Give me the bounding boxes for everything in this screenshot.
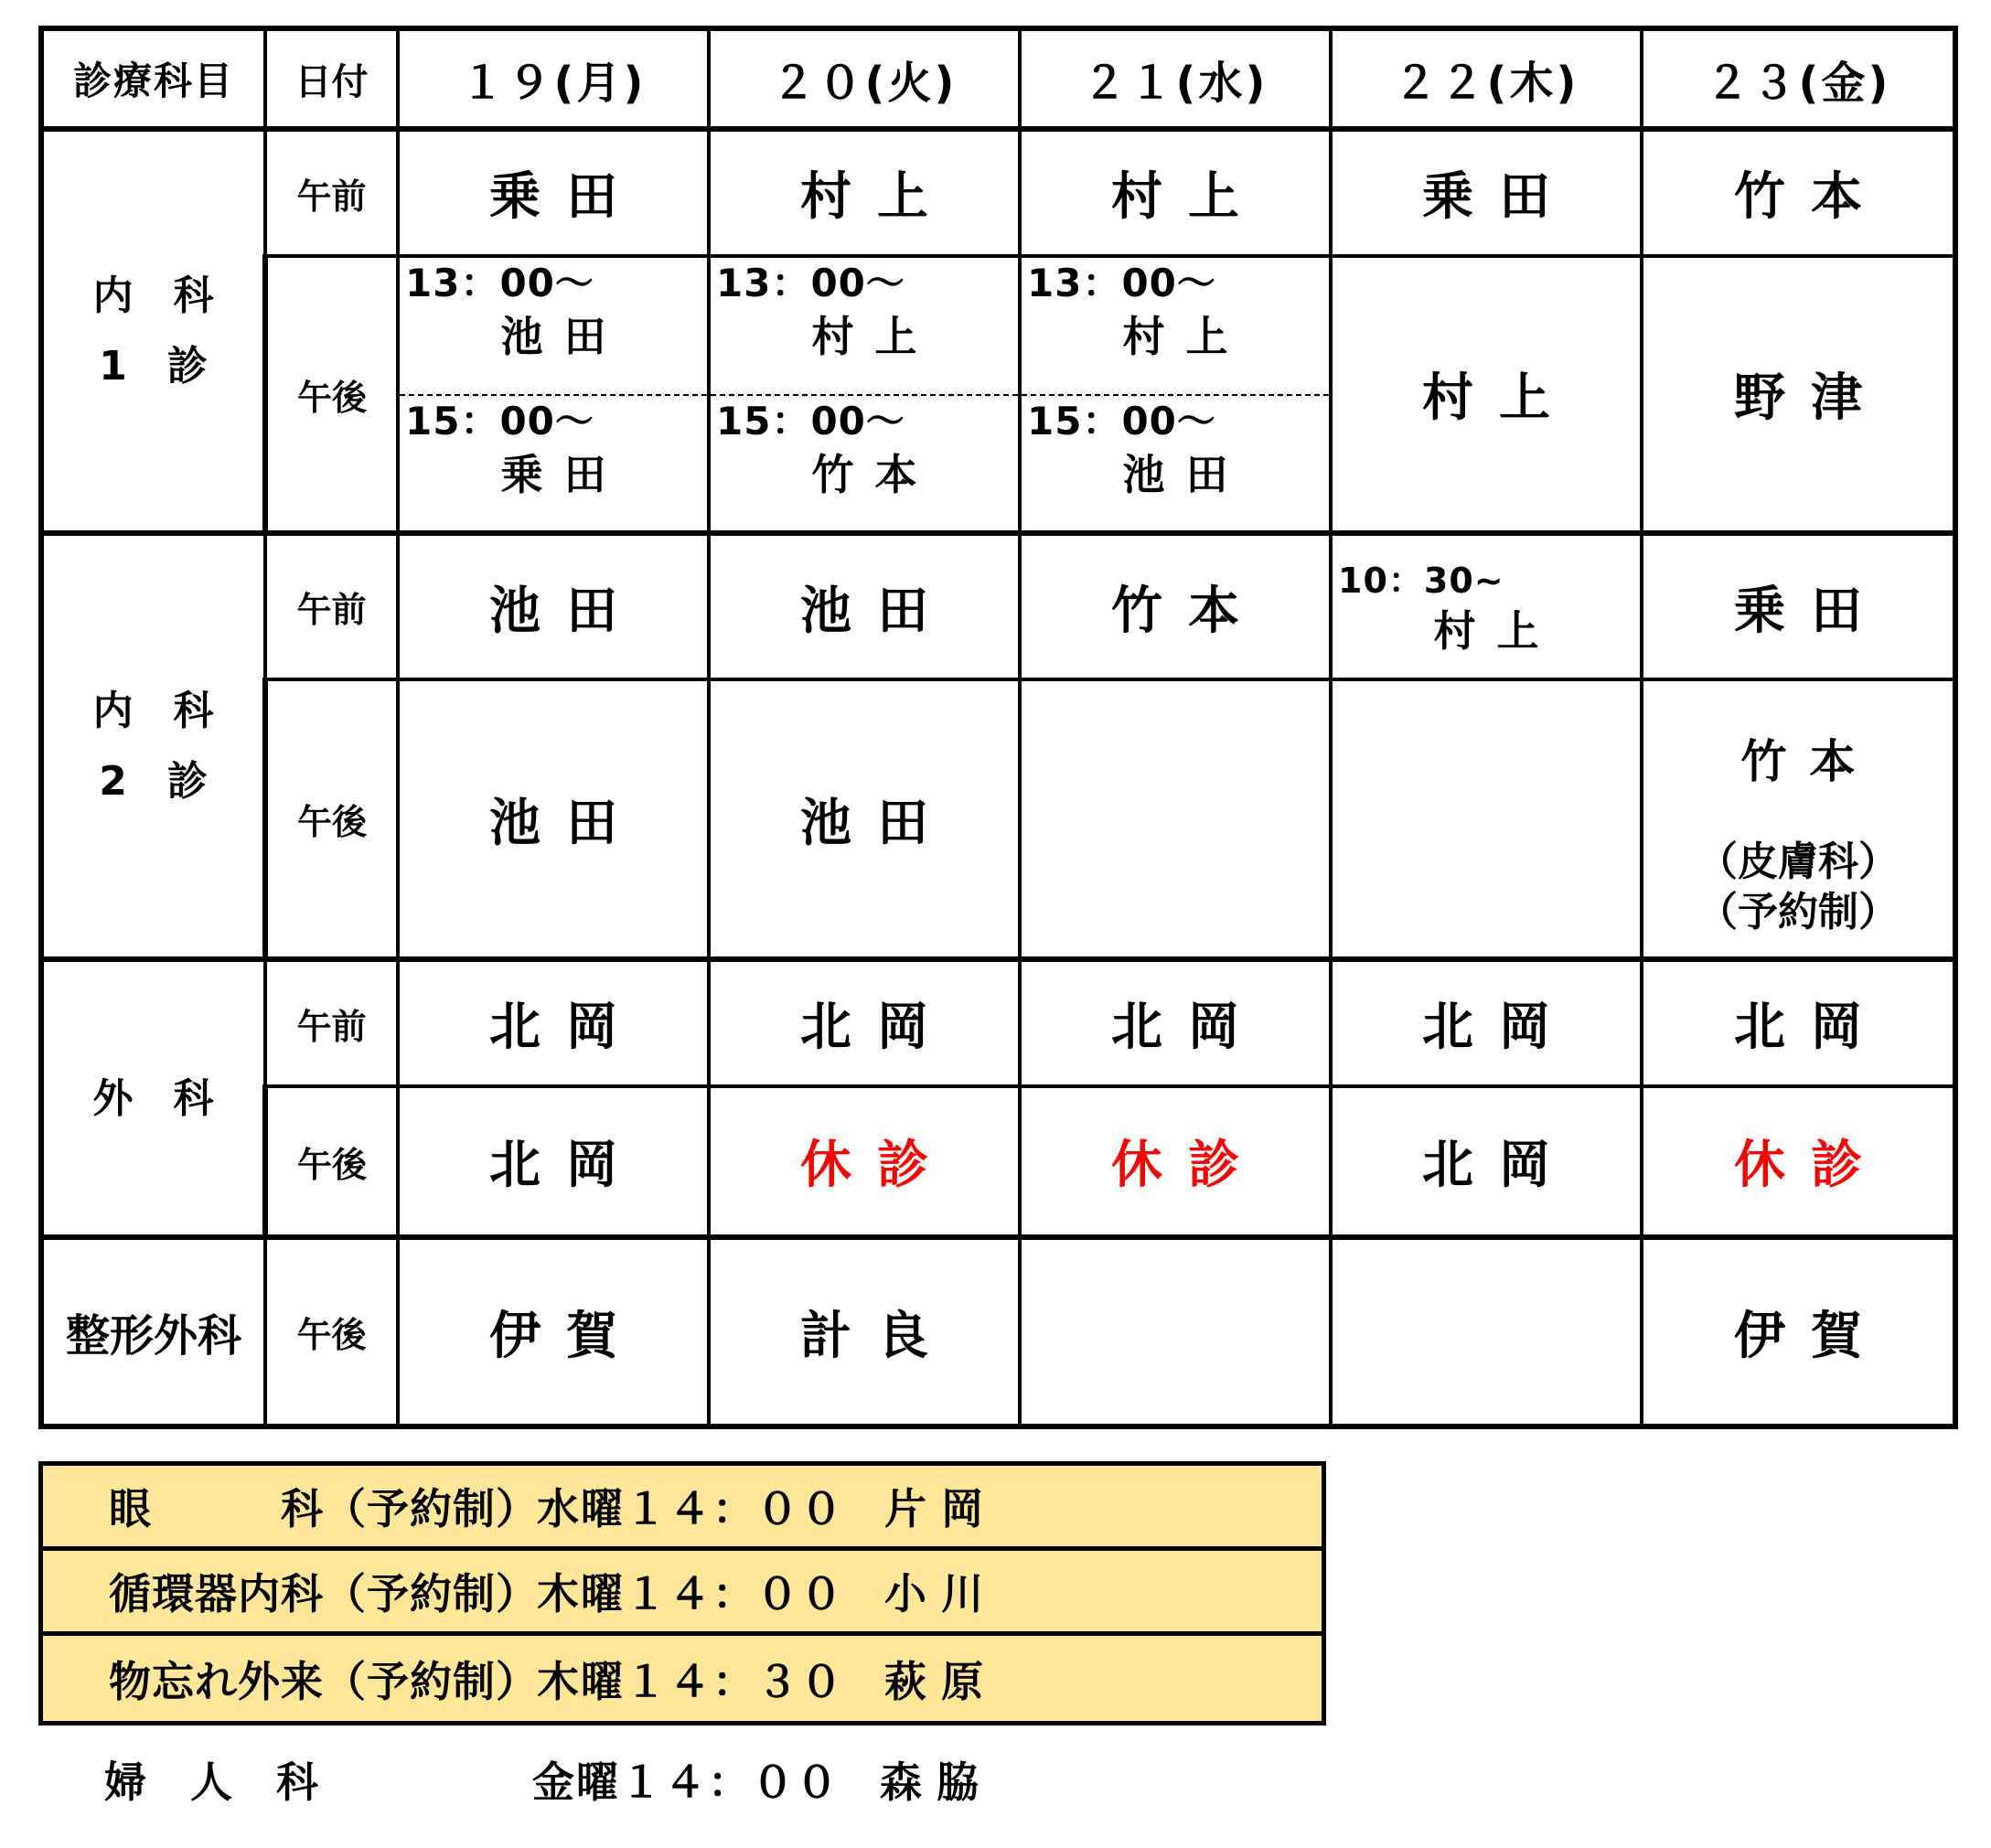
naika1-pm-period: 午後 [265, 256, 398, 533]
clinic-time: 木曜１４：３０ [537, 1656, 844, 1706]
cell-geka-pm-thu: 北岡 [1331, 1086, 1642, 1237]
clinic-doctor: 森脇 [880, 1757, 994, 1807]
slot-time: 10：30~ [1338, 560, 1504, 601]
dept-naika1-label [41, 129, 265, 533]
slot-time: 13：00～ [716, 261, 905, 305]
slot-doctor: 村上 [1122, 312, 1249, 362]
seikei-pm-period: 午後 [265, 1237, 398, 1426]
day-header-wed: ２１(水) [1020, 28, 1331, 129]
slot-1500 [1022, 394, 1329, 530]
slot-time: 15：00～ [1027, 399, 1216, 443]
corner-header-cell: 診療科目 [41, 28, 265, 129]
naika1-am-row [41, 129, 1955, 256]
geka-am-row [41, 959, 1955, 1086]
cell-naika2-pm-wed [1020, 679, 1331, 959]
cell-geka-pm-wed-closed: 休診 [1020, 1086, 1331, 1237]
special-clinic-row-gynecology [38, 1736, 1326, 1823]
clinic-dept: 物忘れ外来（予約制） [109, 1656, 539, 1706]
cell-geka-pm-mon: 北岡 [398, 1086, 709, 1237]
cell-geka-pm-tue-closed: 休診 [709, 1086, 1020, 1237]
day-header-mon: １９(月) [398, 28, 709, 129]
slot-doctor: 竹本 [811, 450, 938, 500]
cell-geka-am-wed: 北岡 [1020, 959, 1331, 1086]
clinic-time: 木曜１４：００ [537, 1569, 844, 1618]
cell-geka-am-thu: 北岡 [1331, 959, 1642, 1086]
cell-naika1-pm-wed [1020, 256, 1331, 533]
cell-geka-am-mon: 北岡 [398, 959, 709, 1086]
slot-doctor: 竹本 [1740, 734, 1879, 788]
slot-1300 [1022, 258, 1329, 394]
slot-1500 [711, 394, 1018, 530]
cell-seikei-pm-fri: 伊賀 [1642, 1237, 1955, 1426]
clinic-dept: 眼 科（予約制） [109, 1484, 539, 1533]
dermatology-note: （皮膚科） [1697, 838, 1899, 885]
cell-seikei-pm-mon: 伊賀 [398, 1237, 709, 1426]
geka-am-period: 午前 [265, 959, 398, 1086]
dept-naika2-line2: 2 診 [99, 758, 208, 805]
special-clinic-row-ophthalmology [43, 1466, 1322, 1551]
slot-1300 [400, 258, 707, 394]
cell-naika2-am-mon: 池田 [398, 533, 709, 679]
slot-time: 13：00～ [1027, 261, 1216, 305]
clinic-doctor: 片岡 [884, 1484, 999, 1533]
clinic-dept: 婦 人 科 [104, 1757, 319, 1807]
cell-seikei-pm-wed [1020, 1237, 1331, 1426]
day-header-fri: ２３(金) [1642, 28, 1955, 129]
slot-doctor: 村上 [1433, 606, 1560, 657]
slot-1500 [400, 394, 707, 530]
naika2-am-period: 午前 [265, 533, 398, 679]
clinic-doctor: 萩原 [884, 1656, 999, 1706]
cell-naika1-am-thu: 乗田 [1331, 129, 1642, 256]
naika1-am-period: 午前 [265, 129, 398, 256]
geka-pm-period: 午後 [265, 1086, 398, 1237]
clinic-schedule-table [38, 26, 1958, 1429]
special-clinics-box [38, 1461, 1326, 1725]
naika2-pm-period: 午後 [265, 679, 398, 959]
cell-naika1-am-mon: 乗田 [398, 129, 709, 256]
cell-naika1-pm-thu: 村上 [1331, 256, 1642, 533]
dept-naika2-line1: 内 科 [92, 688, 214, 734]
cell-naika1-pm-fri: 野津 [1642, 256, 1955, 533]
dept-naika1-line2: 1 診 [99, 343, 208, 390]
day-header-tue: ２０(火) [709, 28, 1020, 129]
cell-naika1-pm-tue [709, 256, 1020, 533]
cell-naika1-pm-mon [398, 256, 709, 533]
reservation-note: （予約制） [1697, 889, 1899, 936]
clinic-time: 金曜１４：００ [532, 1757, 840, 1807]
dept-naika1-line1: 内 科 [92, 272, 214, 319]
slot-time: 15：00～ [716, 399, 905, 443]
table-header-row [41, 28, 1955, 129]
clinic-dept: 循環器内科（予約制） [109, 1569, 539, 1618]
naika2-pm-row [41, 679, 1955, 959]
clinic-time: 水曜１４：００ [537, 1484, 844, 1533]
slot-doctor: 池田 [500, 312, 627, 362]
cell-naika2-am-fri: 乗田 [1642, 533, 1955, 679]
cell-seikei-pm-tue: 計良 [709, 1237, 1020, 1426]
cell-geka-am-tue: 北岡 [709, 959, 1020, 1086]
special-clinic-row-memory [43, 1636, 1322, 1721]
slot-doctor: 乗田 [500, 450, 627, 500]
slot-doctor: 池田 [1122, 450, 1249, 500]
cell-naika2-pm-tue: 池田 [709, 679, 1020, 959]
cell-naika2-am-wed: 竹本 [1020, 533, 1331, 679]
cell-naika2-pm-thu [1331, 679, 1642, 959]
slot-doctor: 村上 [811, 312, 938, 362]
slot-time: 13：00～ [405, 261, 594, 305]
naika1-pm-row [41, 256, 1955, 533]
cell-seikei-pm-thu [1331, 1237, 1642, 1426]
cell-geka-am-fri: 北岡 [1642, 959, 1955, 1086]
cell-naika2-pm-fri-dermatology [1642, 679, 1955, 959]
cell-naika1-am-wed: 村上 [1020, 129, 1331, 256]
dept-seikei-label: 整形外科 [41, 1237, 265, 1426]
slot-1300 [711, 258, 1018, 394]
cell-naika1-am-fri: 竹本 [1642, 129, 1955, 256]
cell-naika1-am-tue: 村上 [709, 129, 1020, 256]
date-header-cell: 日付 [265, 28, 398, 129]
special-clinic-row-cardiology [43, 1551, 1322, 1636]
slot-time: 15：00～ [405, 399, 594, 443]
dept-geka-label: 外 科 [41, 959, 265, 1237]
cell-naika2-am-thu [1331, 533, 1642, 679]
cell-naika2-pm-mon: 池田 [398, 679, 709, 959]
cell-naika2-am-tue: 池田 [709, 533, 1020, 679]
seikei-pm-row [41, 1237, 1955, 1426]
clinic-doctor: 小川 [884, 1569, 999, 1618]
day-header-thu: ２２(木) [1331, 28, 1642, 129]
naika2-am-row [41, 533, 1955, 679]
cell-geka-pm-fri-closed: 休診 [1642, 1086, 1955, 1237]
dept-naika2-label [41, 533, 265, 959]
geka-pm-row [41, 1086, 1955, 1237]
